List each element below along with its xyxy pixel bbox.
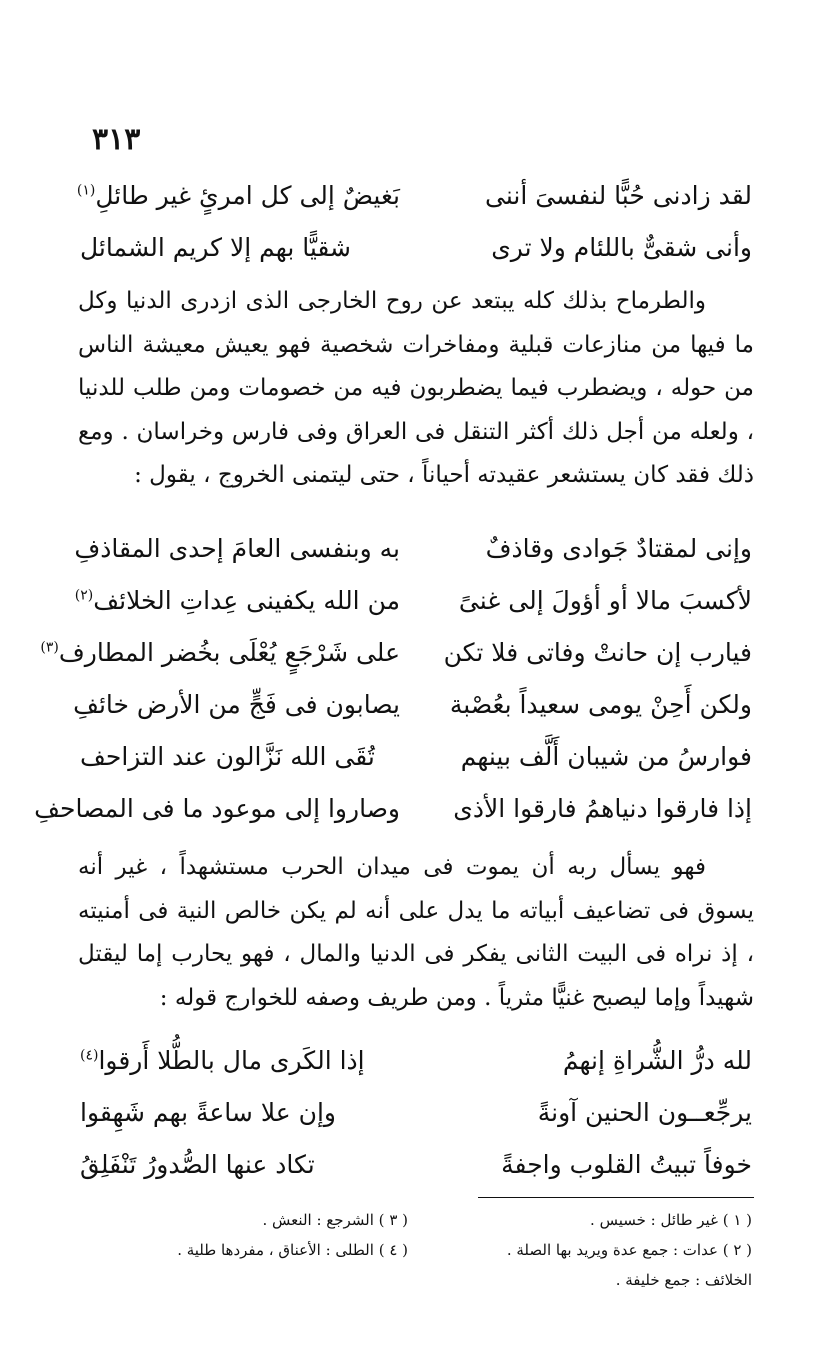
footnote-marker: (٣)	[40, 639, 59, 656]
verse-second-hemistich	[74, 585, 400, 615]
verse-first-hemistich: ولكن أَحِنْ يومى سعيداً بعُصْبة	[449, 689, 752, 719]
verse-first-hemistich: يرجِّعــون الحنين آونةً	[537, 1097, 752, 1127]
verse-line	[76, 170, 752, 220]
verse-first-hemistich: خوفاً تبيتُ القلوب واجفةً	[501, 1149, 752, 1179]
paragraph-text: والطرماح بذلك كله يبتعد عن روح الخارجى الذى ازدرى الدنيا وكل ما فيها من منازعات قبلية ومفاخرات شخصية فهو يعيش معيشة الناس من حوله ، ويضطرب فيما يضطربون فيه من خصومات ومن طلب للدنيا ، ولعله من أجل ذلك أكثر التنقل فى العراق وفى فارس وخراسان . ومع ذلك فقد كان يستشعر عقيدته أحياناً ، حتى ليتمنى الخروج ، يقول :	[78, 288, 754, 489]
verse-first-hemistich: لقد زادنى حُبًّا لنفسىَ أننى	[485, 180, 752, 210]
verse-line	[80, 731, 752, 781]
verse-first-hemistich: فوارسُ من شيبان أَلَّف بينهم	[460, 741, 752, 771]
verse-second-hemistich: تُقَى الله نَزَّالون عند التزاحف	[80, 741, 375, 771]
verse-second-hemistich	[40, 637, 400, 667]
footnote: الخلائف : جمع خليفة .	[615, 1271, 752, 1289]
paragraph-text: فهو يسأل ربه أن يموت فى ميدان الحرب مستشهداً ، غير أنه يسوق فى تضاعيف أبياته ما يدل على أنه لم يكن خالص النية فى أمنيته ، إذ نراه فى البيت الثانى يفكر فى الدنيا والمال ، فهو يحارب إما ليقتل شهيداً وإما ليصبح غنيًّا مثرياً . ومن طريف وصفه للخوارج قوله :	[78, 854, 754, 1011]
verse-first-hemistich: فيارب إن حانتْ وفاتى فلا تكن	[443, 637, 752, 667]
verse-second-hemistich: وإن علا ساعةً بهم شَهِقوا	[80, 1097, 336, 1127]
verse-first-hemistich: لله درُّ الشُّراةِ إنهمُ	[562, 1045, 752, 1075]
verse-first-hemistich: وإنى لمقتادٌ جَوادى وقاذفٌ	[485, 533, 752, 563]
verse-line	[74, 523, 752, 573]
verse-line	[80, 1035, 752, 1085]
verse-first-hemistich: إذا فارقوا دنياهمُ فارقوا الأذى	[453, 793, 752, 823]
footnote: ( ١ ) غير طائل : خسيس .	[590, 1211, 752, 1229]
verse-first-hemistich: وأنى شقىٌّ باللئام ولا ترى	[491, 232, 752, 262]
verse-text: إذا الكَرى مال بالطُّلا أَرقوا	[98, 1045, 365, 1075]
verse-line	[80, 1087, 752, 1137]
verse-second-hemistich: وصاروا إلى موعود ما فى المصاحفِ	[34, 793, 400, 823]
footnote: ( ٢ ) عدات : جمع عدة ويريد بها الصلة .	[506, 1241, 752, 1259]
paragraph	[78, 280, 754, 498]
page-number: ٣١٣	[92, 122, 141, 157]
verse-line	[40, 627, 752, 677]
verse-line	[73, 679, 752, 729]
footnote-marker: (٤)	[80, 1047, 99, 1064]
verse-second-hemistich: به وبنفسى العامَ إحدى المقاذفِ	[74, 533, 400, 563]
paragraph	[78, 846, 754, 1020]
verse-text: من الله يكفينى عِداتِ الخلائف	[93, 585, 400, 615]
footnote-separator	[478, 1197, 754, 1198]
footnote: ( ٣ ) الشرجع : النعش .	[262, 1211, 408, 1229]
verse-line	[34, 783, 752, 833]
verse-line	[74, 575, 752, 625]
verse-first-hemistich: لأكسبَ مالا أو أؤولَ إلى غنىً	[458, 585, 752, 615]
footnote-marker: (١)	[76, 182, 96, 199]
verse-second-hemistich	[76, 180, 400, 210]
verse-line	[80, 1139, 752, 1189]
verse-second-hemistich: تكاد عنها الصُّدورُ تَنْفَلِقُ	[80, 1149, 315, 1179]
verse-second-hemistich	[80, 1046, 400, 1075]
verse-text: على شَرْجَعٍ يُعْلَى بخُضر المطارف	[58, 637, 400, 667]
footnote-marker: (٢)	[74, 587, 94, 604]
verse-second-hemistich: شقيًّا بهم إلا كريم الشمائل	[80, 232, 351, 262]
verse-second-hemistich: يصابون فى فَجٍّ من الأرض خائفِ	[73, 689, 400, 719]
verse-text: بَغيضٌ إلى كل امرئٍ غير طائلِ	[95, 180, 400, 210]
footnote: ( ٤ ) الطلى : الأعناق ، مفردها طلية .	[177, 1241, 408, 1259]
verse-line	[80, 222, 752, 272]
